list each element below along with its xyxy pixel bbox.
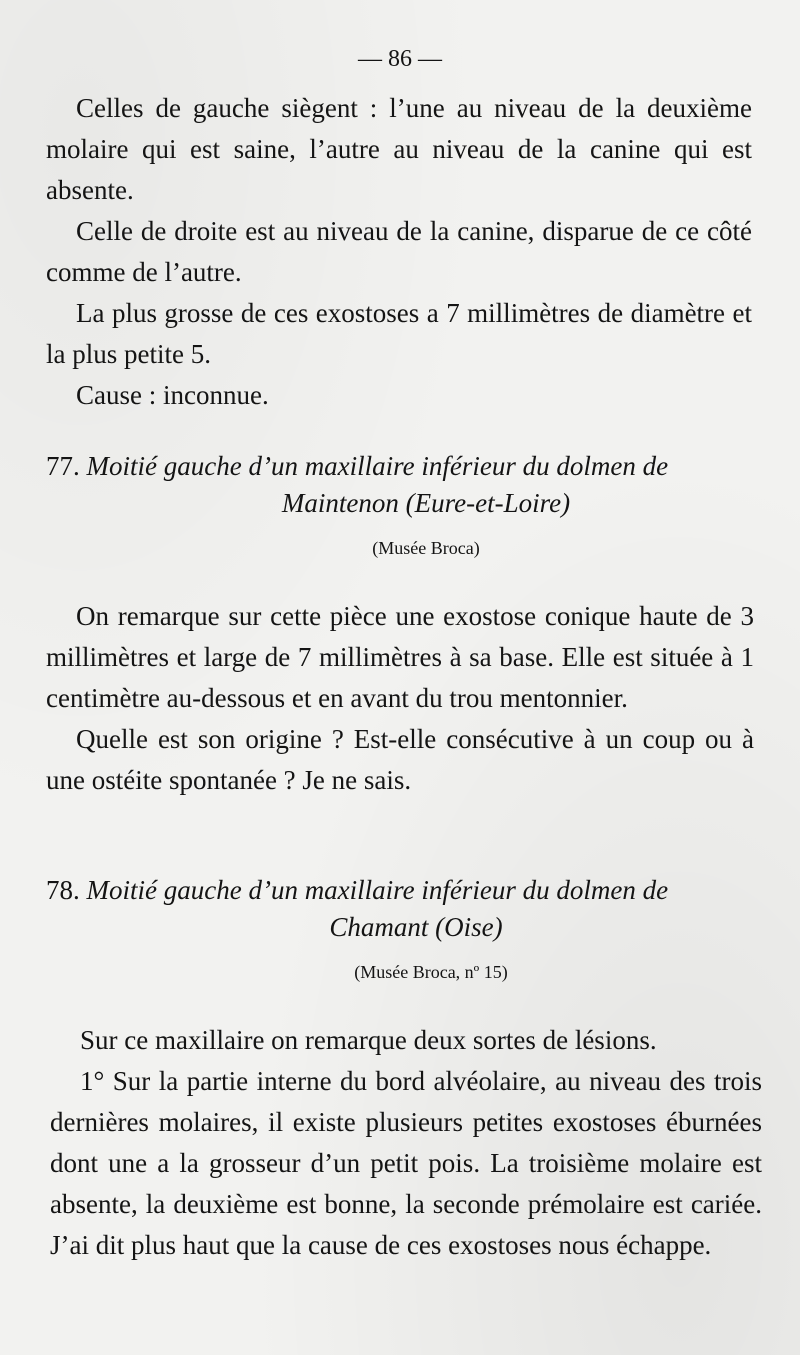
paragraph: Sur ce maxillaire on remarque deux sortes de lésions. xyxy=(80,1025,657,1055)
entry-number: 78. xyxy=(46,875,80,905)
paragraph: 1° Sur la partie interne du bord alvéolaire, au niveau des trois dernières molaires, il existe plusieurs petites exostoses éburnées dont une a la grosseur d’un petit pois. La troisième molaire est absente, la deuxième est bonne, la seconde prémolaire est cariée. J’ai dit plus haut que la cause de ces exostoses nous échappe. xyxy=(50,1066,762,1260)
paragraph: On remarque sur cette pièce une exostose conique haute de 3 millimètres et large de 7 millimètres à sa base. Elle est située à 1 centimètre au-dessous et en avant du trou mentonnier. xyxy=(46,601,754,713)
entry-number: 77. xyxy=(46,451,80,481)
paragraph: Celles de gauche siègent : l’une au niveau de la deuxième molaire qui est saine, l’autre au niveau de la canine qui est absente. xyxy=(46,93,752,205)
paragraph: Cause : inconnue. xyxy=(76,380,269,410)
entry-title: Moitié gauche d’un maxillaire inférieur du dolmen de xyxy=(86,875,669,905)
entry-78-body xyxy=(50,1020,762,1266)
entry-78-heading-line2: Chamant (Oise) xyxy=(329,912,503,942)
paragraph: Quelle est son origine ? Est-elle consécutive à un coup ou à une ostéite spontanée ? Je ne sais. xyxy=(46,724,754,795)
entry-title: Moitié gauche d’un maxillaire inférieur du dolmen de xyxy=(86,451,669,481)
entry-78-museum: (Musée Broca, nº 15) xyxy=(354,962,508,982)
entry-77-heading-line2: Maintenon (Eure-et-Loire) xyxy=(281,488,571,518)
paragraph: La plus grosse de ces exostoses a 7 millimètres de diamètre et la plus petite 5. xyxy=(46,298,752,369)
entry-77-heading xyxy=(46,446,766,487)
entry-77-body xyxy=(46,596,754,801)
entry-77-museum: (Musée Broca) xyxy=(372,538,480,558)
intro-section xyxy=(46,88,752,416)
entry-78-heading xyxy=(46,870,766,911)
page-number: — 86 — xyxy=(358,46,442,72)
paragraph: Celle de droite est au niveau de la canine, disparue de ce côté comme de l’autre. xyxy=(46,216,752,287)
